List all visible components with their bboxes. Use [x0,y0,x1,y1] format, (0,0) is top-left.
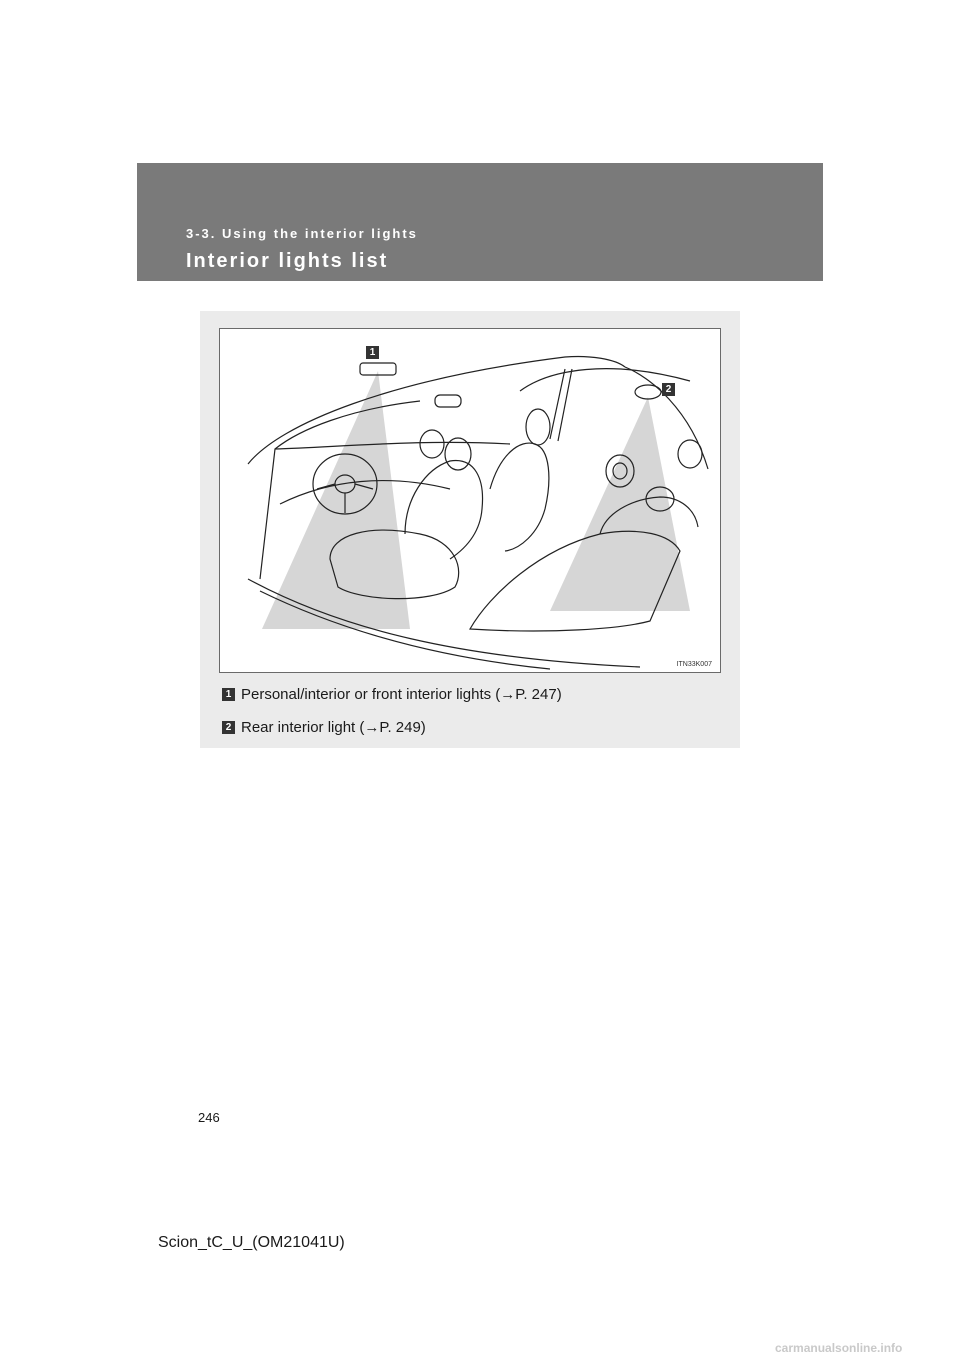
legend-text-1: Personal/interior or front interior lights (→P. 247) [241,685,562,703]
car-interior-illustration [219,328,721,673]
page-title: Interior lights list [186,250,389,272]
image-code: ITN33K007 [676,661,712,668]
document-code: Scion_tC_U_(OM21041U) [158,1234,345,1251]
page-number: 246 [198,1110,220,1125]
figure-panel [200,311,740,748]
watermark: carmanualsonline.info [775,1341,903,1355]
legend-item-1 [222,684,562,704]
legend-item-2 [222,717,426,737]
legend-number-1: 1 [222,688,235,701]
car-interior-drawing [220,329,721,673]
legend-number-2: 2 [222,721,235,734]
section-label: 3-3. Using the interior lights [186,226,418,241]
callout-1: 1 [366,346,379,359]
rear-light-beam [550,397,690,611]
legend-text-2: Rear interior light (→P. 249) [241,718,426,736]
callout-2: 2 [662,383,675,396]
